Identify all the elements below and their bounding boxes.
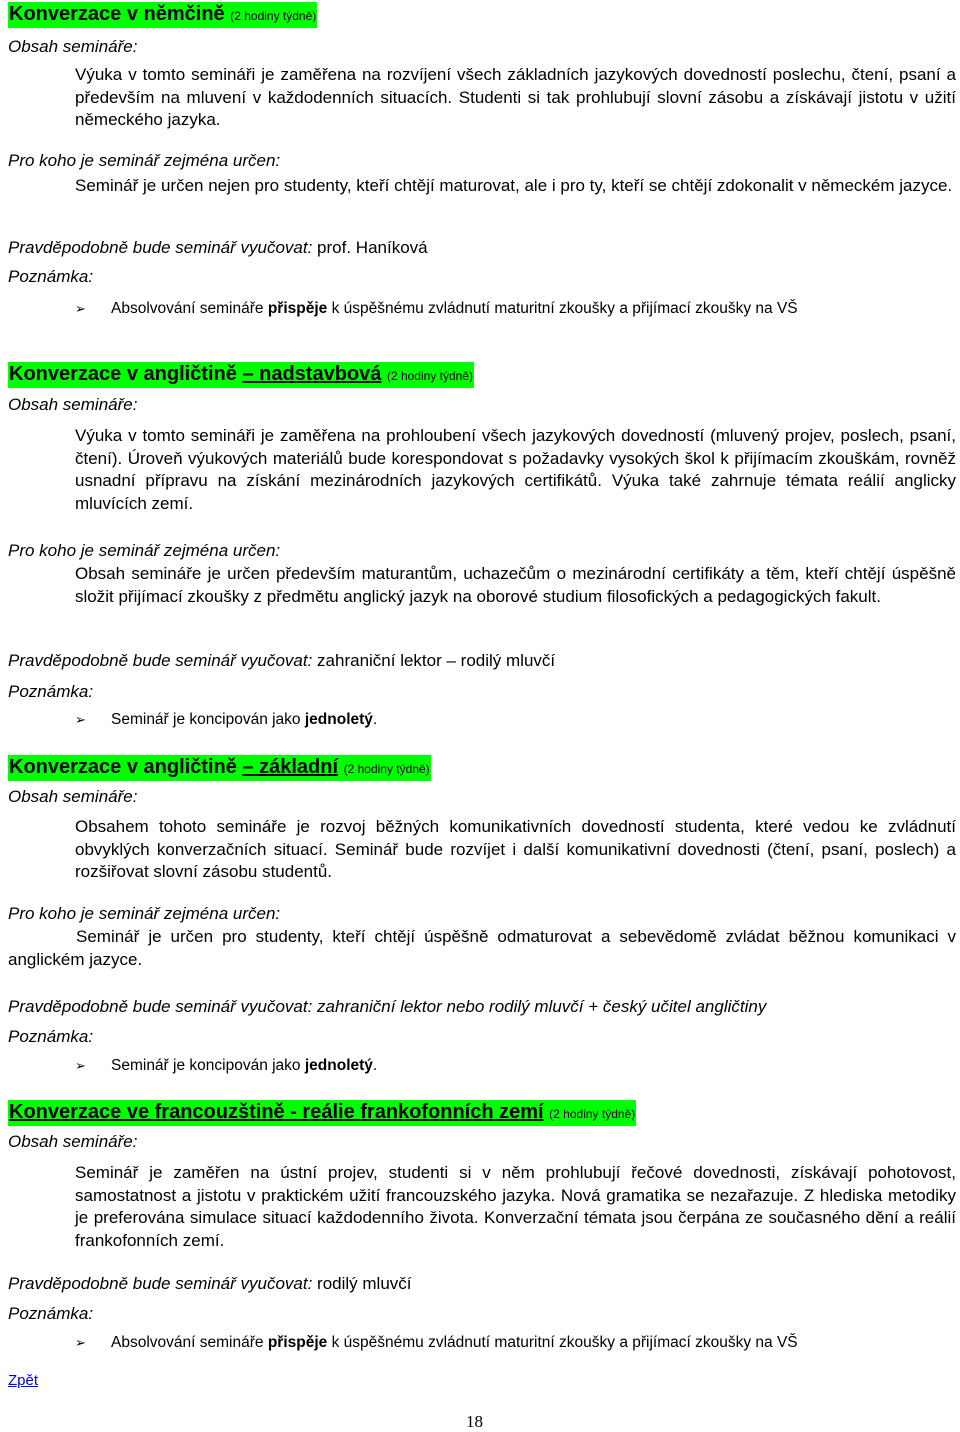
target-text: Obsah semináře je určen především maturantům, uchazečům o mezinárodní certifikáty a těm, kteří chtějí úspěšně složit přijímací zkoušky z předmětu anglický jazyk na oborové studium filosofických a pedagogických fakult. [75, 564, 956, 606]
page-number: 18 [466, 1412, 483, 1431]
content-text: Obsahem tohoto semináře je rozvoj běžných komunikativních dovedností studenta, které vedou ke zvládnutí obvyklých konverzačních situací. Seminář bude rozvíjet i další komunikativní dovednosti (čtení, psaní, poslech) a rozšiřovat slovní zásobu studentů. [75, 817, 956, 882]
teacher-line [8, 650, 555, 672]
note-label: Poznámka: [8, 682, 94, 701]
content-label: Obsah semináře: [8, 787, 138, 806]
title-main: Konverzace v němčině [9, 3, 225, 25]
note-label: Poznámka: [8, 267, 94, 286]
title-level: základní [259, 756, 339, 778]
back-link[interactable]: Zpět [8, 1372, 39, 1389]
target-label: Pro koho je seminář zejména určen: [8, 541, 281, 560]
teacher-name: zahraniční lektor nebo rodilý mluvčí + český učitel angličtiny [317, 997, 767, 1016]
section-title-english-basic: Konverzace v angličtině – základní (2 hodiny týdně) [8, 755, 431, 781]
teacher-line [8, 237, 428, 259]
note-bullet: ➢ Absolvování semináře přispěje k úspěšnému zvládnutí maturitní zkoušky a přijímací zkoušky na VŠ [75, 1334, 798, 1351]
teacher-label: Pravděpodobně bude seminář vyučovat: [8, 651, 313, 670]
teacher-name: zahraniční lektor – rodilý mluvčí [317, 651, 556, 670]
title-main: Konverzace ve francouzštině - reálie frankofonních zemí [9, 1101, 544, 1123]
teacher-line [8, 1273, 412, 1295]
note-bullet: ➢ Seminář je koncipován jako jednoletý. [75, 1057, 378, 1074]
content-text: Seminář je zaměřen na ústní projev, studenti si v něm prohlubují řečové dovednosti, získávají pohotovost, samostatnost a jistotu v praktickém užití francouzského jazyka. Nová gramatika se nezařazuje. Z hlediska metodiky je preferována simulace situací každodenního života. Konverzační témata jsou čerpána ze současného dění a reálií frankofonních zemí. [75, 1163, 956, 1250]
target-label: Pro koho je seminář zejména určen: [8, 151, 281, 170]
title-main: Konverzace v angličtině [9, 363, 237, 385]
arrow-bullet-icon: ➢ [75, 1335, 86, 1350]
title-main: Konverzace v angličtině [9, 756, 237, 778]
arrow-bullet-icon: ➢ [75, 301, 86, 316]
section-title-english-advanced: Konverzace v angličtině – nadstavbová (2 hodiny týdně) [8, 362, 474, 388]
teacher-label: Pravděpodobně bude seminář vyučovat: [8, 997, 313, 1016]
teacher-line [8, 996, 766, 1018]
hours-note: (2 hodiny týdně) [343, 762, 430, 776]
target-text: Seminář je určen nejen pro studenty, kteří chtějí maturovat, ale i pro ty, kteří se chtějí zdokonalit v německém jazyce. [75, 176, 953, 195]
teacher-name: rodilý mluvčí [317, 1274, 412, 1293]
title-level: nadstavbová [259, 363, 382, 385]
content-text: Výuka v tomto semináři je zaměřena na prohloubení všech jazykových dovedností (mluvený projev, poslech, psaní, čtení). Úroveň výukových materiálů bude korespondovat s požadavky vysokých škol k přijímacím zkouškám, rovněž usnadní přípravu na získání mezinárodních jazykových certifikátů. Výuka také zahrnuje témata reálií anglicky mluvících zemí. [75, 426, 956, 513]
note-label: Poznámka: [8, 1304, 94, 1323]
hours-note: (2 hodiny týdně) [230, 9, 317, 23]
teacher-label: Pravděpodobně bude seminář vyučovat: [8, 238, 313, 257]
arrow-bullet-icon: ➢ [75, 1058, 86, 1073]
hours-note: (2 hodiny týdně) [386, 369, 474, 383]
content-text: Výuka v tomto semináři je zaměřena na rozvíjení všech základních jazykových dovedností poslechu, čtení, psaní a především na mluvení v každodenních situacích. Studenti si tak prohlubují slovní zásobu a získávají jistotu v užití německého jazyka. [75, 65, 956, 130]
section-title-french [8, 1100, 636, 1126]
target-label: Pro koho je seminář zejména určen: [8, 904, 281, 923]
content-label: Obsah semináře: [8, 1132, 138, 1151]
arrow-bullet-icon: ➢ [75, 712, 86, 727]
section-title-german [8, 2, 317, 28]
note-bullet: ➢ Seminář je koncipován jako jednoletý. [75, 711, 378, 728]
note-label: Poznámka: [8, 1027, 94, 1046]
teacher-name: prof. Haníková [317, 238, 428, 257]
content-label: Obsah semináře: [8, 37, 138, 56]
note-bullet: ➢ Absolvování semináře přispěje k úspěšnému zvládnutí maturitní zkoušky a přijímací zkoušky na VŠ [75, 300, 798, 317]
content-label: Obsah semináře: [8, 395, 138, 414]
target-text: Seminář je určen pro studenty, kteří chtějí úspěšně odmaturovat a sebevědomě zvládat běžnou komunikaci v anglickém jazyce. [8, 927, 956, 969]
hours-note: (2 hodiny týdně) [549, 1107, 636, 1121]
teacher-label: Pravděpodobně bude seminář vyučovat: [8, 1274, 313, 1293]
